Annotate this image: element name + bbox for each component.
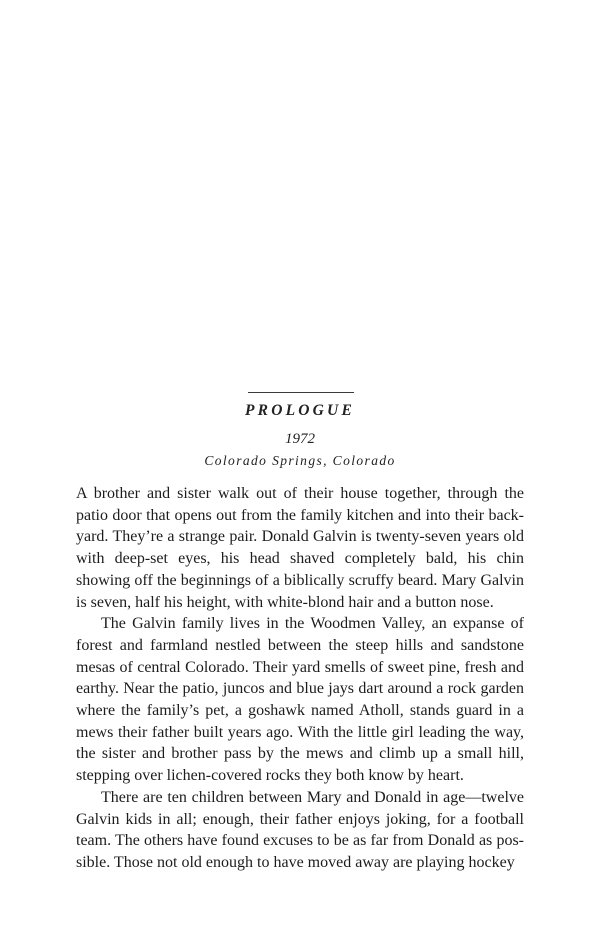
body-text	[76, 483, 524, 874]
chapter-location: Colorado Springs, Colorado	[204, 453, 396, 468]
paragraph-1: A brother and sister walk out of their house together, through the patio door that opens out from the family kitchen and into their backyard. They’re a strange pair. Donald Galvin is twenty-seven years old with deep-set eyes, his head shaved completely bald, his chin showing off the beginnings of a biblically scruffy beard. Mary Galvin is seven, half his height, with white-blond hair and a button nose.	[76, 485, 524, 611]
chapter-year: 1972	[285, 431, 315, 447]
chapter-rule-divider	[248, 392, 354, 393]
paragraph-3: There are ten children between Mary and Donald in age—twelve Galvin kids in all; enough, their father enjoys joking, for a football team. The others have found excuses to be as far from Donald as possible. Those not old enough to have moved away are playing hockey	[76, 788, 524, 871]
paragraph-2: The Galvin family lives in the Woodmen Valley, an expanse of forest and farmland nestled between the steep hills and sandstone mesas of central Colorado. Their yard smells of sweet pine, fresh and earthy. Near the patio, juncos and blue jays dart around a rock garden where the family’s pet, a goshawk named Atholl, stands guard in a mews their father built years ago. With the little girl leading the way, the sister and brother pass by the mews and climb up a small hill, stepping over lichen-covered rocks they both know by heart.	[76, 615, 524, 785]
chapter-title: PROLOGUE	[245, 402, 355, 419]
